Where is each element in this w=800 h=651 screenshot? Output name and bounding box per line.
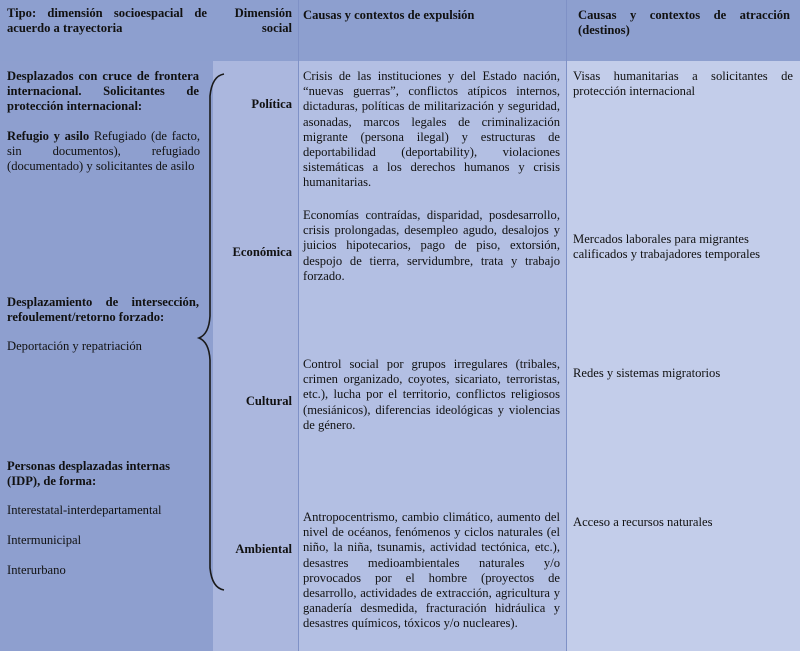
attraction-cultural: Redes y sistemas migratorios	[573, 366, 721, 380]
expulsion-politica: Crisis de las instituciones y del Estado nación, “nuevas guerras”, conflictos atípicos internos, dictaduras, políticas de militarización y seguridad, asonadas, marcos legales de criminalización migrante (persona ilegal) y estructuras de deportabilidad (deportability), violaciones sistemáticas a los derechos humanos y crisis humanitarias.	[303, 69, 560, 190]
column-divider	[566, 0, 567, 651]
cross-border-title: Desplazados con cruce de frontera internacional. Solicitantes de protección internacional:	[7, 69, 199, 114]
attraction-ambiental: Acceso a recursos naturales	[573, 515, 713, 529]
column-divider	[298, 0, 299, 651]
header-dimension: Dimensión social	[234, 6, 292, 36]
header-type: Tipo: dimensión socioespacial de acuerdo a trayectoria	[7, 6, 207, 36]
attraction-economica: Mercados laborales para migrantes calificados y trabajadores temporales	[573, 232, 761, 262]
expulsion-cultural: Control social por grupos irregulares (tribales, crimen organizado, coyotes, sicariato, terroristas, etc.), lucha por el territorio, conflictos religiosos (mesiánicos), diferencias ideológicas y violencias de género.	[303, 357, 560, 432]
refuge-paragraph	[7, 129, 200, 175]
attraction-column	[566, 61, 800, 651]
dimension-cultural: Cultural	[245, 394, 292, 408]
dimension-economica: Económica	[232, 245, 292, 259]
curly-brace-icon	[196, 72, 226, 592]
expulsion-economica: Economías contraídas, disparidad, posdesarrollo, crisis prolongadas, desempleo agudo, desalojos y juicios hipotecarios, pago de piso, extorsión, despojo de tierra, servidumbre, trata y trabajo forzado.	[303, 208, 560, 283]
idp-title: Personas desplazadas internas (IDP), de forma:	[7, 459, 171, 489]
intersection-title: Desplazamiento de intersección, refoulement/retorno forzado:	[7, 295, 199, 325]
header-attraction: Causas y contextos de atracción (destinos)	[578, 8, 790, 38]
dimension-politica: Política	[251, 97, 292, 111]
attraction-politica: Visas humanitarias a solicitantes de protección internacional	[573, 69, 793, 99]
idp-form-item: Interestatal-interdepartamental	[7, 503, 162, 517]
refuge-text: Refugiado (de facto, sin documentos), refugiado (documentado) y solicitantes de asilo	[7, 129, 201, 174]
refuge-label: Refugio y asilo	[7, 129, 90, 143]
dimension-ambiental: Ambiental	[235, 542, 292, 556]
idp-form-item: Interurbano	[7, 563, 66, 577]
header-expulsion: Causas y contextos de expulsión	[303, 8, 475, 22]
expulsion-ambiental: Antropocentrismo, cambio climático, aumento del nivel de océanos, fenómenos y ciclos naturales (el niño, la niña, tsunamis, actividad tectónica, etc.), desastres medioambientales naturales y/o provocados por el hombre (proyectos de desarrollo, actividades de extracción, agricultura y ganadería desmedida, fracturación hidráulica y desastres químicos, tóxicos y/o nucleares).	[303, 510, 560, 631]
deportation-item: Deportación y repatriación	[7, 339, 142, 353]
idp-form-item: Intermunicipal	[7, 533, 82, 547]
